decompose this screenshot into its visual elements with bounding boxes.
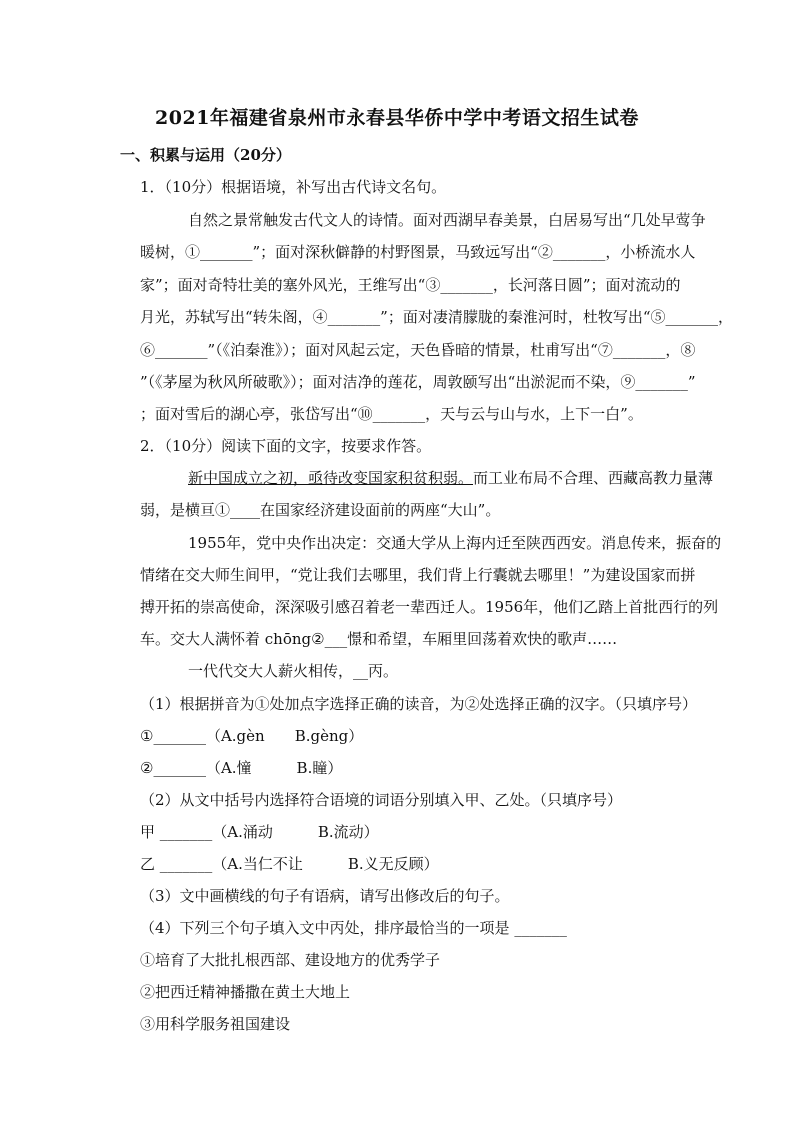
q2-answer-line: ②_______（A.憧 B.瞳） (140, 759, 343, 777)
q2-passage-line: 1955年，党中央作出决定：交通大学从上海内迁至陕西西安。消息传来，振奋的 (188, 534, 722, 552)
q2-passage-line (188, 468, 728, 488)
q2-option: ②把西迁精神播撒在黄土大地上 (140, 983, 351, 1001)
q1-text-line: ；面对雪后的湖心亭，张岱写出“⑩_______，天与云与山与水，上下一白”。 (140, 405, 643, 423)
q2-answer-line: 乙 _______（A.当仁不让 B.义无反顾） (140, 855, 439, 873)
q2-answer-line: 甲 _______（A.涌动 B.流动） (140, 823, 379, 841)
q2-passage-line: 情绪在交大师生间甲，“党让我们去哪里，我们背上行囊就去哪里！”为建设国家而拼 (140, 566, 696, 584)
q1-heading: 1．（10分）根据语境，补写出古代诗文名句。 (140, 178, 447, 196)
section-heading: 一、积累与运用（20分） (120, 146, 291, 164)
q2-answer-line: ①_______（A.gèn B.gèng） (140, 727, 364, 745)
q1-text-line: 家”；面对奇特壮美的塞外风光，王维写出“③_______，长河落日圆”；面对流动的 (140, 276, 681, 294)
q2-passage-line: 车。交大人满怀着 chōng②___憬和希望，车厢里回荡着欢快的歌声…… (140, 630, 618, 648)
q1-text-line: ⑥_______”（《泊秦淮》）；面对风起云定，天色昏暗的情景，杜甫写出“⑦_______，⑧ (140, 341, 696, 359)
q2-subquestion: （4）下列三个句子填入文中丙处，排序最恰当的一项是 _______ (140, 919, 567, 937)
q2-subquestion: （3）文中画横线的句子有语病，请写出修改后的句子。 (140, 887, 510, 905)
q2-subquestion: （2）从文中括号内选择符合语境的词语分别填入甲、乙处。（只填序号） (140, 791, 623, 809)
q2-passage-line: 弱，是横亘①____在国家经济建设面前的两座“大山”。 (140, 501, 501, 519)
q1-text-line: 月光，苏轼写出“转朱阁，④_______”；面对凄清朦胧的秦淮河时，杜牧写出“⑤_______， (140, 308, 734, 326)
passage-text: 而工业布局不合理、西藏高教力量薄 (473, 469, 714, 487)
q2-passage-line: 搏开拓的崇高使命，深深吸引感召着老一辈西迁人。1956年，他们乙踏上首批西行的列 (140, 598, 719, 616)
page-title: 2021年福建省泉州市永春县华侨中学中考语文招生试卷 (155, 107, 639, 129)
q1-text-line: 暖树，①_______”；面对深秋僻静的村野图景，马致远写出“②_______，小桥流水人 (140, 243, 696, 261)
q2-option: ③用科学服务祖国建设 (140, 1015, 291, 1033)
q2-subquestion: （1）根据拼音为①处加点字选择正确的读音，为②处选择正确的汉字。（只填序号） (140, 695, 698, 713)
q1-text-line: ”（《茅屋为秋风所破歌》）；面对洁净的莲花，周敦颐写出“出淤泥而不染，⑨_______” (140, 373, 696, 391)
underlined-sentence: 新中国成立之初，亟待改变国家积贫积弱。 (188, 469, 474, 487)
q2-option: ①培育了大批扎根西部、建设地方的优秀学子 (140, 951, 441, 969)
q2-heading: 2．（10分）阅读下面的文字，按要求作答。 (140, 437, 432, 455)
q2-passage-line: 一代代交大人薪火相传，__丙。 (188, 662, 399, 680)
q1-text-line: 自然之景常触发古代文人的诗情。面对西湖早春美景，白居易写出“几处早莺争 (188, 211, 706, 229)
